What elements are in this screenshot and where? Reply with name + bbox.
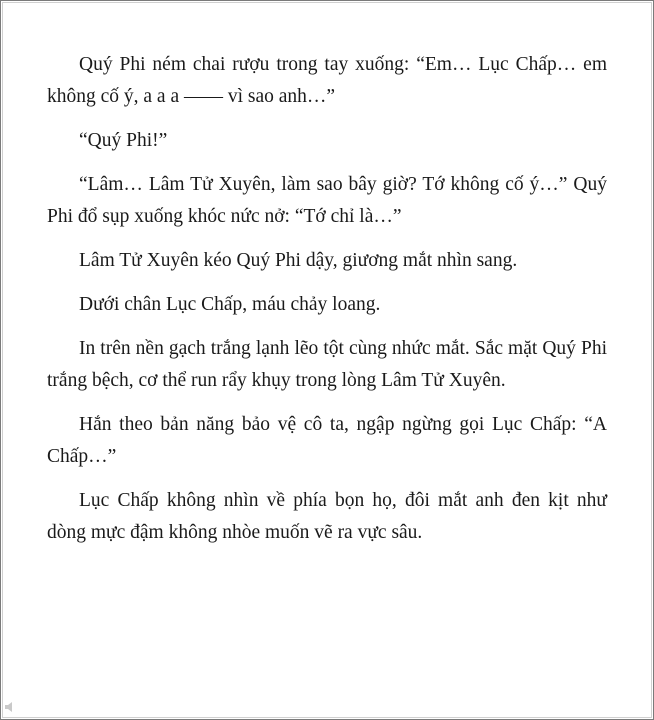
paragraph-7: Hắn theo bản năng bảo vệ cô ta, ngập ngừng gọi Lục Chấp: “A Chấp…” (47, 414, 607, 467)
paragraph-4: Lâm Tử Xuyên kéo Quý Phi dậy, giương mắt nhìn sang. (79, 250, 518, 271)
paragraph-2: “Quý Phi!” (79, 130, 168, 151)
paragraph-5: Dưới chân Lục Chấp, máu chảy loang. (79, 294, 381, 315)
speaker-arrow-icon[interactable] (4, 701, 16, 713)
paragraph-3: “Lâm… Lâm Tử Xuyên, làm sao bây giờ? Tớ không cố ý…” Quý Phi đổ sụp xuống khóc nức nở: “Tớ chỉ là…” (47, 174, 607, 227)
paragraph-8: Lục Chấp không nhìn về phía bọn họ, đôi mắt anh đen kịt như dòng mực đậm không nhòe muốn vẽ ra vực sâu. (47, 490, 607, 543)
paragraph-6: In trên nền gạch trắng lạnh lẽo tột cùng nhức mắt. Sắc mặt Quý Phi trắng bệch, cơ thể run rẩy khụy trong lòng Lâm Tử Xuyên. (47, 338, 607, 391)
paragraph-1: Quý Phi ném chai rượu trong tay xuống: “Em… Lục Chấp… em không cố ý, a a a —— vì sao anh…” (47, 54, 607, 107)
document-page (47, 49, 607, 561)
